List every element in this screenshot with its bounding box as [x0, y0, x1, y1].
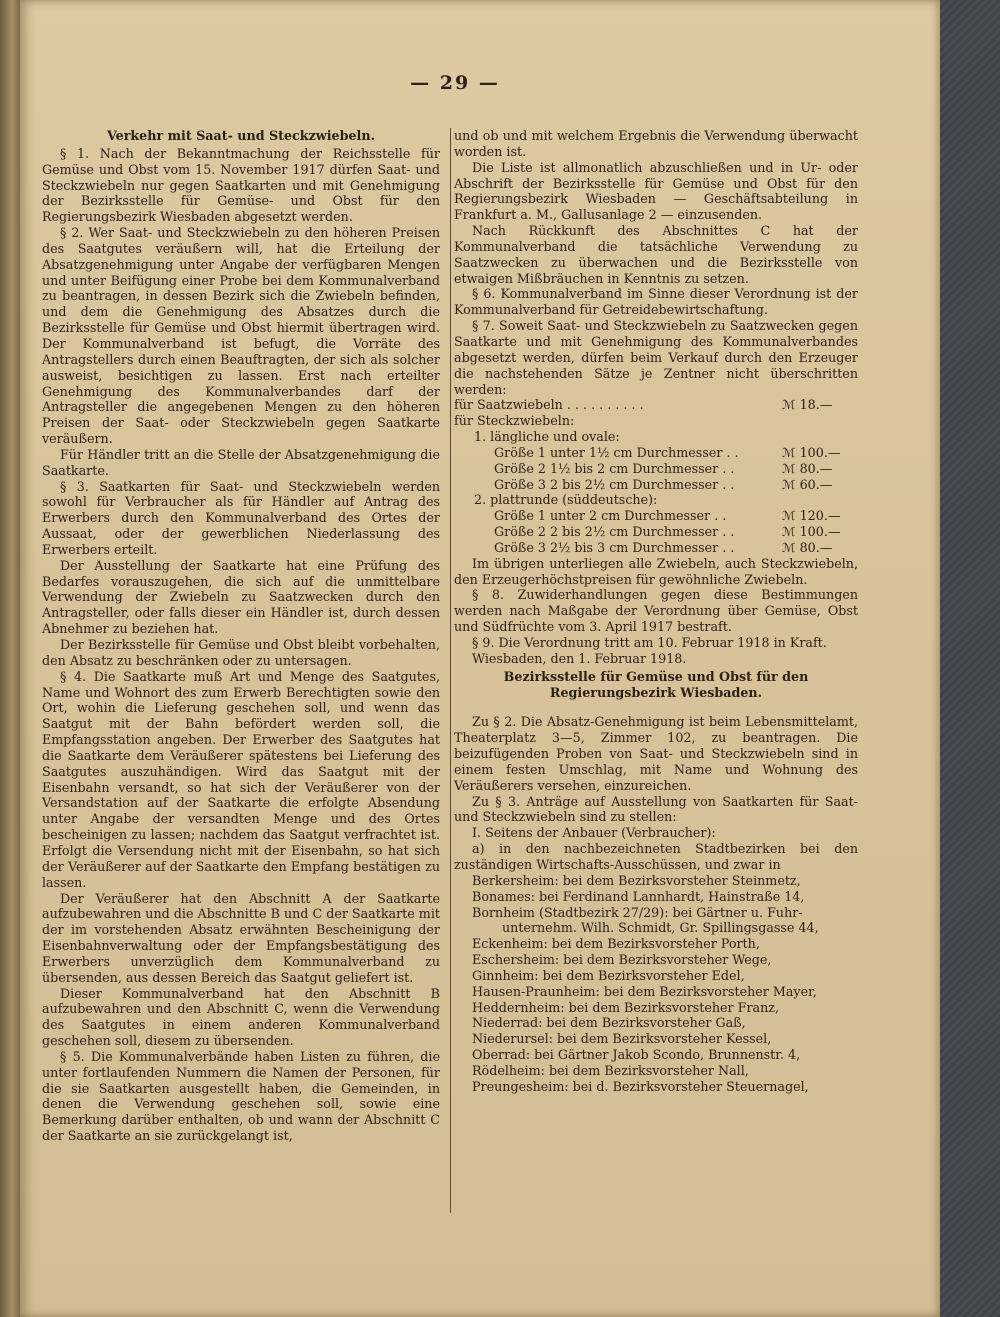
- price-desc: für Saatzwiebeln . . . . . . . . . .: [454, 397, 644, 413]
- paragraph: Nach Rückkunft des Abschnittes C hat der Kommunalverband die tatsächliche Verwendung zu Saatzwecken zu überwachen und die Bezirksstelle von etwaigen Mißbräuchen in Kenntnis zu setzen.: [454, 223, 858, 286]
- paragraph: Im übrigen unterliegen alle Zwiebeln, auch Steckzwiebeln, den Erzeugerhöchstpreisen für gewöhnliche Zwiebeln.: [454, 555, 858, 587]
- book-binding-left: [0, 0, 20, 1317]
- column-divider: [450, 128, 451, 1213]
- price-value: ℳ 18.—: [782, 397, 833, 413]
- paragraph: I. Seitens der Anbauer (Verbraucher):: [472, 825, 716, 841]
- section-title: Verkehr mit Saat- und Steckzwiebeln.: [106, 128, 376, 143]
- price-value: ℳ 80.—: [782, 460, 833, 476]
- signature-block: Bezirksstelle für Gemüse und Obst für den Regierungsbezirk Wiesbaden.: [503, 668, 809, 700]
- price-subheading: 1. längliche und ovale:: [474, 429, 620, 445]
- price-value: ℳ 100.—: [782, 444, 841, 460]
- paragraph: § 6. Kommunalverband im Sinne dieser Verordnung ist der Kommunalverband für Getreidebewirtschaftung.: [454, 286, 858, 318]
- page-number: — 29 —: [410, 72, 500, 94]
- list-item: Niederursel: bei dem Bezirksvorsteher Kessel,: [472, 1031, 772, 1047]
- paragraph: und ob und mit welchem Ergebnis die Verwendung überwacht worden ist.: [454, 128, 858, 159]
- list-item: Eckenheim: bei dem Bezirksvorsteher Porth,: [472, 936, 760, 952]
- spacer: [454, 700, 858, 714]
- list-item-continuation: unternehm. Wilh. Schmidt, Gr. Spillingsgasse 44,: [502, 920, 819, 936]
- paragraph: § 5. Die Kommunalverbände haben Listen zu führen, die unter fortlaufenden Nummern die Namen der Personen, für die sie Saatkarten ausgestellt haben, die Gemeinden, in denen die Verwendung geschehen soll, sowie eine Bemerkung darüber enthalten, ob und wann der Abschnitt C der Saatkarte an sie zurückgelangt ist,: [42, 1048, 440, 1144]
- paragraph: § 2. Wer Saat- und Steckzwiebeln zu den höheren Preisen des Saatgutes veräußern will, hat die Erteilung der Absatzgenehmigung unter Angabe der verfügbaren Mengen und unter Beifügung einer Probe bei dem Kommunalverband zu beantragen, in dessen Bezirk sich die Zwiebeln befinden, und dem die Genehmigung des Absatzes durch die Bezirksstelle für Gemüse und Obst hiermit übertragen wird. Der Kommunalverband ist befugt, die Vorräte des Antragstellers durch einen Beauftragten, der sich als solcher ausweist, besichtigen zu lassen. Erst nach erteilter Genehmigung des Kommunalverbandes darf der Antragsteller die angegebenen Mengen zu den höheren Preisen der Saat- oder Steckzwiebeln gegen Saatkarte veräußern.: [42, 225, 440, 447]
- paragraph: § 1. Nach der Bekanntmachung der Reichsstelle für Gemüse und Obst vom 15. November 1917 dürfen Saat- und Steckzwiebeln nur gegen Saatkarten und mit Genehmigung der Bezirksstelle für Gemüse- und Obst für den Regierungsbezirk Wiesbaden abgesetzt werden.: [42, 145, 440, 225]
- price-desc: Größe 3 2 bis 2½ cm Durchmesser . .: [494, 476, 735, 492]
- paragraph: Dieser Kommunalverband hat den Abschnitt B aufzubewahren und den Abschnitt C, wenn die Verwendung des Saatgutes in einem anderen Kommunalverband geschehen soll, diesem zu übersenden.: [42, 985, 440, 1049]
- price-heading: für Steckzwiebeln:: [454, 413, 575, 429]
- price-table: [454, 397, 858, 555]
- document-page: [20, 0, 940, 1317]
- left-column: [42, 128, 440, 1144]
- paragraph: § 8. Zuwiderhandlungen gegen diese Bestimmungen werden nach Maßgabe der Verordnung über Gemüse, Obst und Südfrüchte vom 3. April 1917 bestraft.: [454, 587, 858, 635]
- paragraph: Der Veräußerer hat den Abschnitt A der Saatkarte aufzubewahren und die Abschnitte B und C der Saatkarte mit der im vorstehenden Absatz erwähnten Bescheinigung der Eisenbahnverwaltung oder der Empfangsbestätigung des Erwerbers unverzüglich dem Kommunalverband zu übersenden, aus dessen Bereich das Saatgut geliefert ist.: [42, 890, 440, 985]
- price-desc: Größe 1 unter 1½ cm Durchmesser . .: [494, 444, 739, 460]
- price-row: [454, 477, 858, 493]
- price-desc: Größe 2 2 bis 2½ cm Durchmesser . .: [494, 524, 735, 540]
- paragraph: Die Liste ist allmonatlich abzuschließen und in Ur- oder Abschrift der Bezirksstelle für Gemüse und Obst für den Regierungsbezirk Wiesbaden — Geschäftsabteilung in Frankfurt a. M., Gallusanlage 2 — einzusenden.: [454, 159, 858, 223]
- price-value: ℳ 120.—: [782, 508, 841, 524]
- price-desc: Größe 3 2½ bis 3 cm Durchmesser . .: [494, 539, 735, 555]
- price-value: ℳ 60.—: [782, 476, 833, 492]
- list-item: Bonames: bei Ferdinand Lannhardt, Hainstraße 14,: [472, 888, 805, 904]
- price-subheading: 2. plattrunde (süddeutsche):: [474, 492, 658, 508]
- list-item: Rödelheim: bei dem Bezirksvorsteher Nall,: [472, 1062, 749, 1078]
- paragraph: § 9. Die Verordnung tritt am 10. Februar 1918 in Kraft.: [472, 635, 827, 650]
- paragraph: Zu § 2. Die Absatz-Genehmigung ist beim Lebensmittelamt, Theaterplatz 3—5, Zimmer 102, zu beantragen. Die beizufügenden Proben von Saat- und Steckzwiebeln sind in einem festen Umschlag, mit Name und Wohnung des Veräußerers versehen, einzureichen.: [454, 714, 858, 793]
- paragraph: Der Ausstellung der Saatkarte hat eine Prüfung des Bedarfes vorauszugehen, die sich auf die unmittelbare Verwendung der Zwiebeln zu Saatzwecken durch den Antragsteller, oder falls dieser ein Händler ist, durch dessen Abnehmer zu beziehen hat.: [42, 557, 440, 637]
- paragraph: § 3. Saatkarten für Saat- und Steckzwiebeln werden sowohl für Verbraucher als für Händler auf Antrag des Erwerbers durch den Kommunalverband des Ortes der Aussaat, oder der gewerblichen Niederlassung des Erwerbers erteilt.: [42, 478, 440, 557]
- list-item: Bornheim (Stadtbezirk 27/29): bei Gärtner u. Fuhr-: [472, 904, 803, 920]
- price-row: [454, 461, 858, 477]
- list-item: Ginnheim: bei dem Bezirksvorsteher Edel,: [472, 967, 745, 983]
- right-column: [454, 128, 858, 1095]
- paragraph: Der Bezirksstelle für Gemüse und Obst bleibt vorbehalten, den Absatz zu beschränken oder zu untersagen.: [42, 637, 440, 668]
- price-row: [454, 524, 858, 540]
- date-line: Wiesbaden, den 1. Februar 1918.: [472, 650, 687, 666]
- paragraph: § 7. Soweit Saat- und Steckzwiebeln zu Saatzwecken gegen Saatkarte und mit Genehmigung des Kommunalverbandes abgesetzt werden, dürfen beim Verkauf durch den Erzeuger die nachstehenden Sätze je Zentner nicht überschritten werden:: [454, 318, 858, 397]
- price-value: ℳ 100.—: [782, 524, 841, 540]
- background-right: [938, 0, 1000, 1317]
- price-row: [454, 445, 858, 461]
- price-desc: Größe 2 1½ bis 2 cm Durchmesser . .: [494, 460, 735, 476]
- paragraph: Zu § 3. Anträge auf Ausstellung von Saatkarten für Saat- und Steckzwiebeln sind zu stellen:: [454, 793, 858, 825]
- list-item: Preungesheim: bei d. Bezirksvorsteher Steuernagel,: [472, 1078, 809, 1094]
- list-item: Berkersheim: bei dem Bezirksvorsteher Steinmetz,: [472, 872, 801, 888]
- price-row: [454, 508, 858, 524]
- price-row: [454, 397, 858, 413]
- paragraph: a) in den nachbezeichneten Stadtbezirken bei den zuständigen Wirtschafts-Ausschüssen, und zwar in: [454, 841, 858, 872]
- paragraph: Für Händler tritt an die Stelle der Absatzgenehmigung die Saatkarte.: [42, 446, 440, 478]
- list-item: Niederrad: bei dem Bezirksvorsteher Gaß,: [472, 1015, 746, 1031]
- price-value: ℳ 80.—: [782, 539, 833, 555]
- price-desc: Größe 1 unter 2 cm Durchmesser . .: [494, 508, 727, 524]
- list-item: Hausen-Praunheim: bei dem Bezirksvorsteher Mayer,: [472, 983, 817, 999]
- list-item: Heddernheim: bei dem Bezirksvorsteher Franz,: [472, 999, 779, 1015]
- price-row: [454, 540, 858, 556]
- list-item: Eschersheim: bei dem Bezirksvorsteher Wege,: [472, 952, 772, 968]
- list-item: Oberrad: bei Gärtner Jakob Scondo, Brunnenstr. 4,: [472, 1047, 801, 1063]
- paragraph: § 4. Die Saatkarte muß Art und Menge des Saatgutes, Name und Wohnort des zum Erwerb Berechtigten sowie den Ort, wohin die Lieferung geschehen soll, und wenn das Saatgut mit der Bahn befördert werden soll, die Empfangsstation angeben. Der Erwerber des Saatgutes hat die Saatkarte dem Veräußerer spätestens bei Lieferung des Saatgutes auszuhändigen. Wird das Saatgut mit der Eisenbahn versandt, so hat sich der Veräußerer von der Versandstation auf der Saatkarte die erfolgte Absendung unter Angabe der versandten Menge und des Ortes bescheinigen zu lassen; nachdem das Saatgut verfrachtet ist. Erfolgt die Versendung nicht mit der Eisenbahn, so hat sich der Veräußerer auf der Saatkarte den Empfang bestätigen zu lassen.: [42, 668, 440, 890]
